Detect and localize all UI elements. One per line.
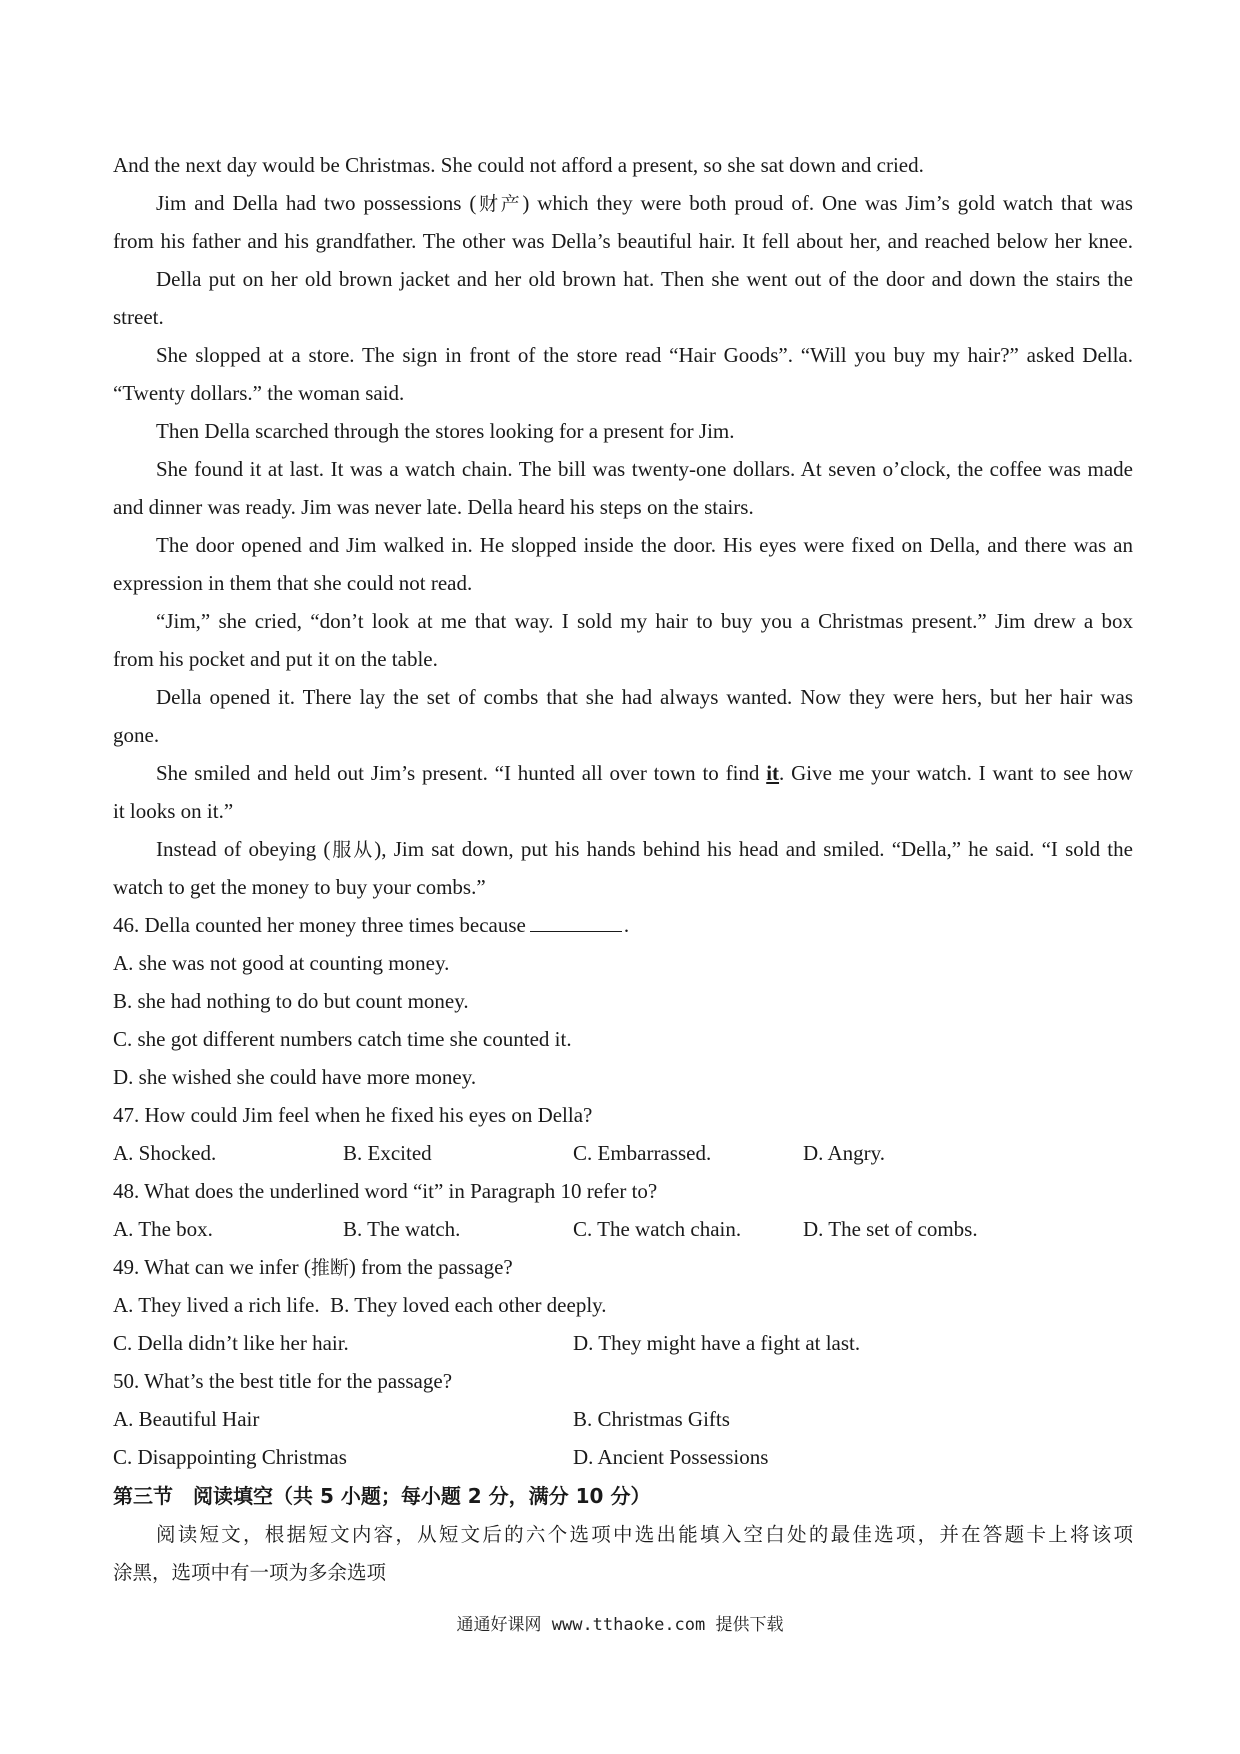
paragraph-line: Then Della scarched through the stores looking for a present for Jim. <box>156 419 735 443</box>
answer-option: C. The watch chain. <box>573 1217 742 1241</box>
paragraph-line: She slopped at a store. The sign in front of the store read “Hair Goods”. “Will you buy my hair?” asked Della. <box>156 343 1133 367</box>
paragraph-line: gone. <box>113 723 160 747</box>
answer-options-row <box>113 1134 1133 1172</box>
section-instructions: 涂黑，选项中有一项为多余选项 <box>113 1561 387 1584</box>
answer-option: D. she wished she could have more money. <box>113 1065 477 1089</box>
answer-options-row <box>113 1324 1133 1362</box>
paragraph-line: and dinner was ready. Jim was never late. Della heard his steps on the stairs. <box>113 495 754 519</box>
answer-options-row <box>113 1438 1133 1476</box>
section-heading: 第三节 阅读填空（共 5 小题；每小题 2 分，满分 10 分） <box>113 1484 651 1508</box>
answer-option: A. They lived a rich life. <box>113 1293 320 1317</box>
answer-options-row <box>113 1210 1133 1248</box>
paragraph-line: She smiled and held out Jim’s present. “I hunted all over town to find it. Give me your watch. I want to see how <box>156 761 1133 785</box>
paragraph-line: from his father and his grandfather. The other was Della’s beautiful hair. It fell about her, and reached below her knee. <box>113 229 1133 253</box>
paragraph-line: Jim and Della had two possessions (财产) which they were both proud of. One was Jim’s gold watch that was <box>156 191 1133 215</box>
paragraph-line: She found it at last. It was a watch chain. The bill was twenty-one dollars. At seven o’clock, the coffee was made <box>156 457 1133 481</box>
question-stem: 47. How could Jim feel when he fixed his eyes on Della? <box>113 1103 593 1127</box>
answer-option: B. Christmas Gifts <box>573 1407 730 1431</box>
answer-option: B. Excited <box>343 1141 432 1165</box>
paragraph-line: from his pocket and put it on the table. <box>113 647 438 671</box>
answer-option: B. They loved each other deeply. <box>330 1293 607 1317</box>
paragraph-line: Instead of obeying (服从), Jim sat down, put his hands behind his head and smiled. “Della,” he said. “I sold the <box>156 837 1133 861</box>
answer-option: D. They might have a fight at last. <box>573 1331 861 1355</box>
paragraph-line: it looks on it.” <box>113 799 234 823</box>
question-stem: 50. What’s the best title for the passage? <box>113 1369 453 1393</box>
question-stem: 48. What does the underlined word “it” in Paragraph 10 refer to? <box>113 1179 658 1203</box>
underlined-word: it <box>766 761 780 785</box>
answer-option: D. The set of combs. <box>803 1217 978 1241</box>
answer-options-row <box>113 1400 1133 1438</box>
answer-option: C. Della didn’t like her hair. <box>113 1331 349 1355</box>
page-footer: 通通好课网 www.tthaoke.com 提供下载 <box>456 1615 784 1635</box>
answer-option: A. Beautiful Hair <box>113 1407 260 1431</box>
answer-option: A. The box. <box>113 1217 213 1241</box>
question-stem: 46. Della counted her money three times because . <box>113 906 1133 944</box>
paragraph-line: Della put on her old brown jacket and her old brown hat. Then she went out of the door and down the stairs the <box>156 267 1133 291</box>
reading-passage <box>113 146 1133 1592</box>
paragraph-line: And the next day would be Christmas. She could not afford a present, so she sat down and cried. <box>113 153 924 177</box>
paragraph-line: Della opened it. There lay the set of combs that she had always wanted. Now they were hers, but her hair was <box>156 685 1133 709</box>
answer-options-row <box>113 1286 1133 1324</box>
answer-option: D. Ancient Possessions <box>573 1445 769 1469</box>
paragraph-line: “Twenty dollars.” the woman said. <box>113 381 405 405</box>
section-instructions: 阅读短文，根据短文内容，从短文后的六个选项中选出能填入空白处的最佳选项，并在答题卡上将该项 <box>156 1523 1133 1546</box>
answer-option: C. Disappointing Christmas <box>113 1445 347 1469</box>
question-stem: 49. What can we infer (推断) from the passage? <box>113 1255 513 1279</box>
paragraph-line: “Jim,” she cried, “don’t look at me that way. I sold my hair to buy you a Christmas present.” Jim drew a box <box>156 609 1133 633</box>
answer-blank <box>530 909 622 932</box>
answer-option: A. Shocked. <box>113 1141 217 1165</box>
answer-option: C. she got different numbers catch time she counted it. <box>113 1027 572 1051</box>
paragraph-line: expression in them that she could not read. <box>113 571 473 595</box>
paragraph-line: watch to get the money to buy your combs.” <box>113 875 486 899</box>
answer-option: B. The watch. <box>343 1217 461 1241</box>
answer-option: D. Angry. <box>803 1141 886 1165</box>
paragraph-line: The door opened and Jim walked in. He slopped inside the door. His eyes were fixed on Della, and there was an <box>156 533 1133 557</box>
paragraph-line: street. <box>113 305 164 329</box>
answer-option: B. she had nothing to do but count money. <box>113 989 469 1013</box>
answer-option: C. Embarrassed. <box>573 1141 712 1165</box>
answer-option: A. she was not good at counting money. <box>113 951 450 975</box>
